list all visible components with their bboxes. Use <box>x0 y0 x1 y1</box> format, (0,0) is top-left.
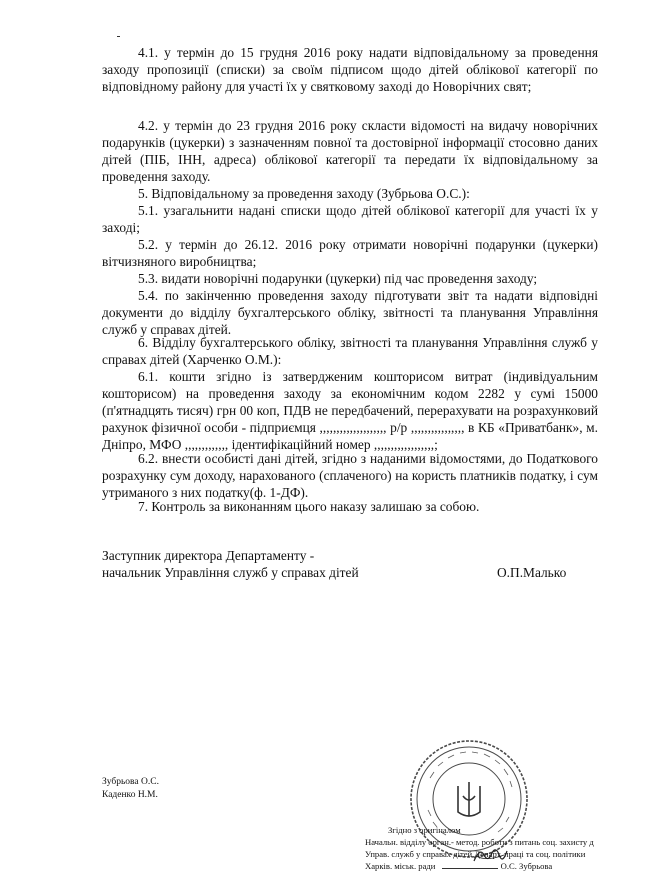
paragraph-5-1: 5.1. узагальнити надані списки щодо дітей облікової категорії для участі їх у заході; <box>102 203 598 235</box>
certification-line3: Управ. служб у справах дітей Департ. праці та соц. політики <box>365 849 586 859</box>
executors-list <box>102 776 159 802</box>
paragraph-7: 7. Контроль за виконанням цього наказу залишаю за собою. <box>138 499 480 514</box>
paragraph-4-1: 4.1. у термін до 15 грудня 2016 року надати відповідальному за проведення заходу пропозиції (списки) за своїм підписом щодо дітей облікової категорії по відповідному району для участі їх у святковому заході до Новорічних свят; <box>102 45 598 94</box>
paragraph-4-2: 4.2. у термін до 23 грудня 2016 року скласти відомості на видачу новорічних подарунків (цукерки) з зазначенням повної та достовірної інформації стосовно даних дітей (ПІБ, ІНН, адреса) облікової категорії та передати їх відповідальному за проведення заходу. <box>102 118 598 184</box>
executor-name: Зубрьова О.С. <box>102 777 159 787</box>
certification-name: О.С. Зубрьова <box>500 861 553 871</box>
signature-position <box>102 547 402 581</box>
paragraph-5: 5. Відповідальному за проведення заходу (Зубрьова О.С.): <box>138 186 470 201</box>
paragraph-5-3: 5.3. видати новорічні подарунки (цукерки) під час проведення заходу; <box>138 271 538 286</box>
signature-position-line1: Заступник директора Департаменту - <box>102 548 315 563</box>
certification-line2: Начальн. відділу орган.- метод. роботи з питань соц. захисту д <box>365 837 594 847</box>
trident-icon <box>458 782 480 816</box>
scan-artifact <box>117 36 120 37</box>
signatory-name: О.П.Малько <box>497 565 567 580</box>
certification-line1: Згідно з оригіналом <box>388 825 461 835</box>
handwritten-signature-image <box>470 843 510 867</box>
executor-name: Каденко Н.М. <box>102 790 158 800</box>
paragraph-5-2: 5.2. у термін до 26.12. 2016 року отримати новорічні подарунки (цукерки) вітчизняного виробництва; <box>102 237 598 269</box>
paragraph-5-4: 5.4. по закінченню проведення заходу підготувати звіт та надати відповідні документи до відділу бухгалтерського обліку, звітності та планування Управління служб у справах дітей. <box>102 288 598 337</box>
certification-line4-prefix: Харків. міськ. ради <box>365 861 436 871</box>
signature-position-line2: начальник Управління служб у справах дітей <box>102 565 359 580</box>
paragraph-6-1: 6.1. кошти згідно із затвердженим кошторисом витрат (індивідуальним кошторисом) на проведення заходу за економічним кодом 2282 у сумі 15000 (п'ятнадцять тисяч) грн 00 коп, ПДВ не передбачений, перерахувати на розрахунковий рахунок фізичної особи - підприємця ,,,,,,,,,,,,,,,,,,,, р/р ,,,,,,,,,,,,,,,, в КБ «Приватбанк», м. Дніпро, МФО ,,,,,,,,,,,,, ідентифікаційний номер ,,,,,,,,,,,,,,,,,,; <box>102 369 598 452</box>
paragraph-6-2: 6.2. внести особисті дані дітей, згідно з наданими відомостями, до Податкового розрахунку сум доходу, нарахованого (сплаченого) на користь платників податку, і сум утриманого з них податку(ф. 1-ДФ). <box>102 451 598 500</box>
signature-underline <box>442 868 498 869</box>
paragraph-6: 6. Відділу бухгалтерського обліку, звітності та планування Управління служб у справах дітей (Харченко О.М.): <box>102 335 598 367</box>
